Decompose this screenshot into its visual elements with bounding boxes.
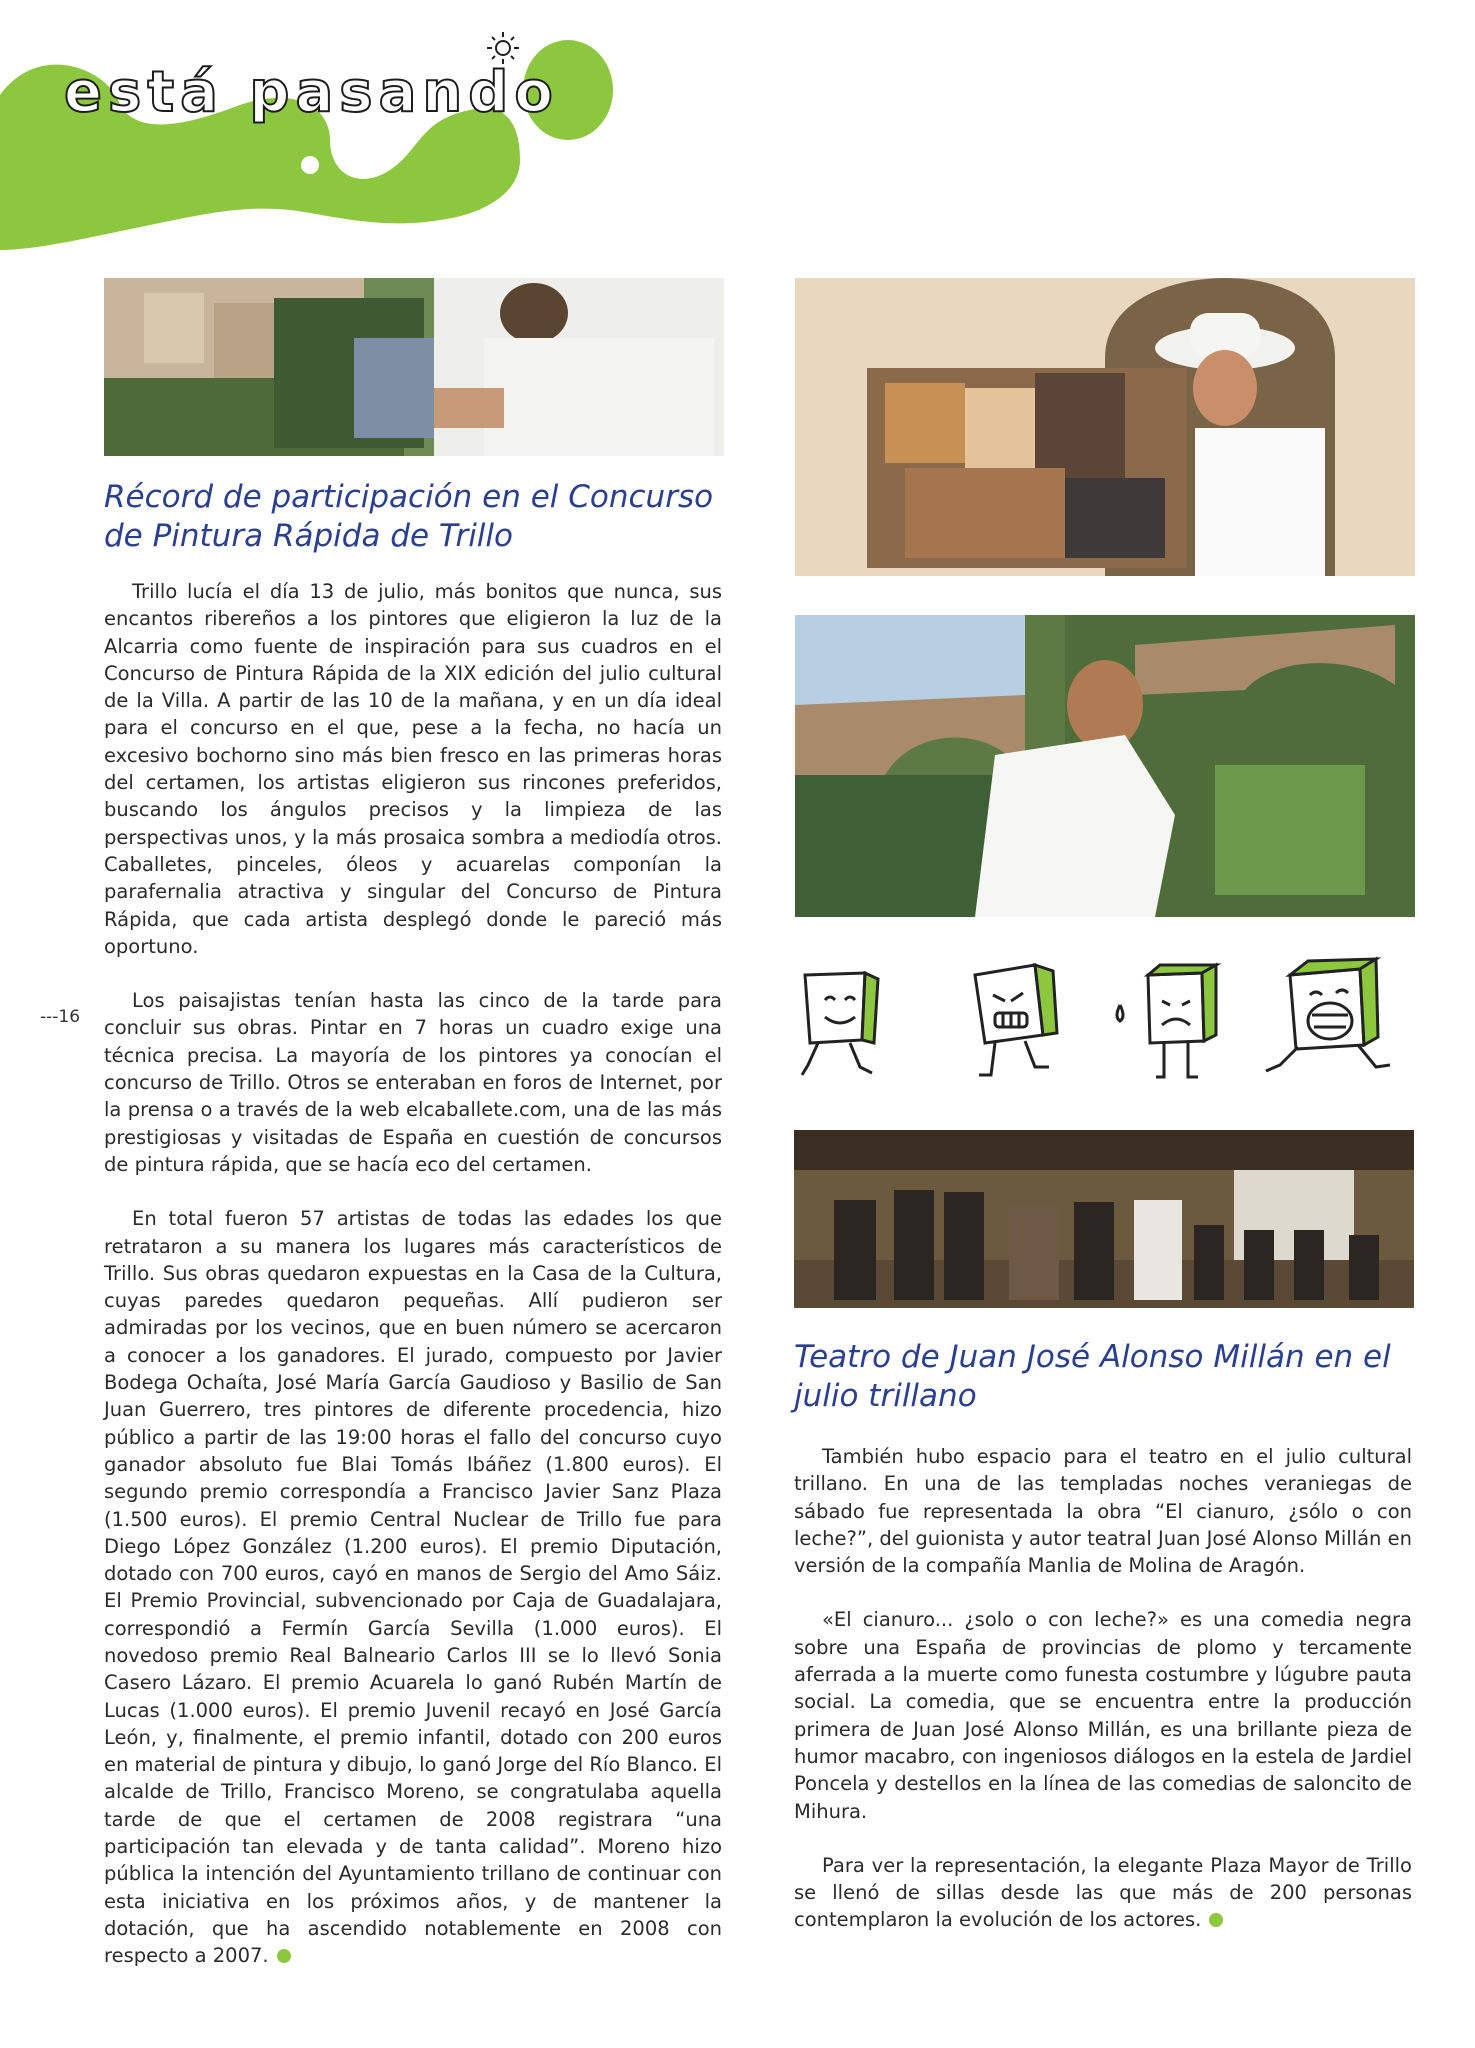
left-paragraph-3 [104, 1205, 722, 1969]
right-article-body [794, 1443, 1412, 1934]
cartoon-faces-illustration [790, 955, 1430, 1095]
painter-with-hat-photo [795, 278, 1415, 576]
right-article-title: Teatro de Juan José Alonso Millán en el julio trillano [794, 1339, 1391, 1414]
happy-face-icon [802, 973, 878, 1075]
left-paragraph-1: Trillo lucía el día 13 de julio, más bonitos que nunca, sus encantos ribereños a los pintores que eligieron la luz de la Alcarria como fuente de inspiración para sus cuadros en el Concurso de Pintura Rápida de la XIX edición del julio cultural de la Villa. A partir de las 10 de la mañana, y en un día ideal para el concurso en el que, pese a la fecha, no hacía un excesivo bochorno sino más bien fresco en las primeras horas del certamen, los artistas eligieron sus rincones preferidos, buscando los ángulos precisos y la limpieza de las perspectivas unos, y la más prosaica sombra a mediodía otros. Caballetes, pinceles, óleos y acuarelas componían la parafernalia atractiva y singular del Concurso de Pintura Rápida, que cada artista desplegó donde le pareció más oportuno. [104, 580, 722, 958]
end-dot-icon [277, 1949, 291, 1963]
left-article-title: Récord de participación en el Concurso de Pintura Rápida de Trillo [104, 479, 714, 554]
sad-face-icon [1117, 965, 1216, 1077]
page-number: ---16 [40, 1007, 81, 1027]
section-title: está pasando [64, 60, 559, 125]
woman-painting-bridge-photo [795, 615, 1415, 917]
right-paragraph-3-text: Para ver la representación, la elegante Plaza Mayor de Trillo se llenó de sillas desde las que más de 200 personas contemplaron la evolución de los actores. [794, 1853, 1412, 1932]
angry-face-icon [975, 965, 1057, 1075]
left-article-body [104, 578, 722, 1970]
right-paragraph-1: También hubo espacio para el teatro en el julio cultural trillano. En una de las templadas noches veraniegas de sábado fue representada la obra “El cianuro, ¿sólo o con leche?”, del guionista y autor teatral Juan José Alonso Millán en versión de la compañía Manlia de Molina de Aragón. [794, 1445, 1412, 1578]
left-paragraph-3-text: En total fueron 57 artistas de todas las edades los que retrataron a su manera los lugares más característicos de Trillo. Sus obras quedaron expuestas en la Casa de la Cultura, cuyas paredes quedaron pequeñas. Allí pudieron ser admiradas por los vecinos, que en buen número se acercaron a conocer a los ganadores. El jurado, compuesto por Javier Bodega Ochaíta, José María García Gaudioso y Basilio de San Juan Guerrero, tres pintores de diferente procedencia, hizo público a partir de las 19:00 horas el fallo del concurso cuyo ganador absoluto fue Blai Tomás Ibáñez (1.800 euros). El segundo premio correspondía a Francisco Javier Sanz Plaza (1.500 euros). El premio Central Nuclear de Trillo fue para Diego López González (1.200 euros). El premio Diputación, dotado con 700 euros, cayó en manos de Sergio del Amo Sáiz. El Premio Provincial, subvencionado por Caja de Guadalajara, correspondió a Fermín García Sevilla (1.000 euros). El novedoso premio Real Balneario Carlos III se lo llevó Sonia Casero Lázaro. El premio Acuarela lo ganó Rubén Martín de Lucas (1.000 euros). El premio Juvenil recayó en José García León, y, finalmente, el premio infantil, dotado con 200 euros en material de pintura y dibujo, lo ganó Jorge del Río Blanco. El alcalde de Trillo, Francisco Moreno, se congratulaba aquella tarde de que el certamen de 2008 registrara “una participación tan elevada y de tanta calidad”. Moreno hizo pública la intención del Ayuntamiento trillano de continuar con esta iniciativa en los próximos años, y de mantener la dotación, que ha ascendido notablemente en 2008 con respecto a 2007. [104, 1207, 722, 1968]
left-paragraph-2: Los paisajistas tenían hasta las cinco de la tarde para concluir sus obras. Pintar en 7 horas un cuadro exige una técnica precisa. La mayoría de los pintores ya conocían el concurso de Trillo. Otros se enteraban en foros de Internet, por la prensa o a través de la web elcaballete.com, una de las más prestigiosas y visitadas de España en cuestión de concursos de pintura rápida, que se hacía eco del certamen. [104, 989, 722, 1176]
laughing-face-icon [1266, 959, 1390, 1071]
theater-actors-photo [794, 1130, 1414, 1308]
right-paragraph-3 [794, 1852, 1412, 1934]
painter-at-easel-photo [104, 278, 724, 456]
end-dot-icon [1209, 1913, 1223, 1927]
white-dot [301, 156, 319, 174]
right-paragraph-2: «El cianuro... ¿solo o con leche?» es una comedia negra sobre una España de provincias de plomo y tercamente aferrada a la muerte como funesta costumbre y lúgubre pauta social. La comedia, que se encuentra entre la producción primera de Juan José Alonso Millán, es una brillante pieza de humor macabro, con ingeniosos diálogos en la estela de Jardiel Poncela y destellos en la línea de las comedias de saloncito de Mihura. [794, 1608, 1412, 1823]
header-green-blob [0, 0, 640, 260]
